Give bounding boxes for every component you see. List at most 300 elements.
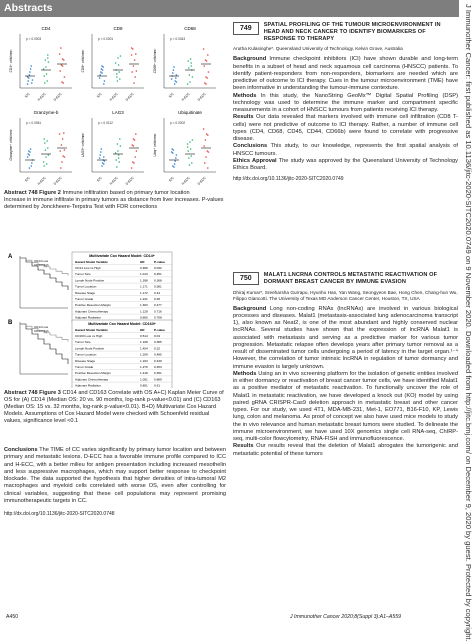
- x-tick-label: D-ECC: [124, 91, 135, 102]
- conclusions-head: Conclusions: [4, 447, 38, 453]
- figure-3: [6, 250, 224, 388]
- data-point: [27, 76, 29, 78]
- data-point: [118, 154, 120, 156]
- data-point: [190, 65, 192, 67]
- table-cell: Adjuvant Chemotherapy: [75, 377, 109, 382]
- table-cell: 1.398: [140, 278, 148, 283]
- table-cell: Tumor Location: [75, 284, 97, 289]
- table-cell: 0.48: [154, 297, 161, 301]
- methods-text: In this study, the NanoString GeoMx™ Digital Spatial Profiling (DSP) technology was used to determine the immune marker and compartment specific measurements in a cohort of HNSCC tumours from patients receiving ICI therapy.: [233, 92, 458, 114]
- x-tick-label: D-ECC: [196, 91, 207, 102]
- abstract-authors: Arutha Kulasinghe*. Queensland University of Technology, Kelvin Grove, Australia: [233, 46, 403, 52]
- data-point: [27, 153, 29, 155]
- data-point: [61, 144, 63, 146]
- data-point: [30, 65, 32, 67]
- data-point: [203, 145, 205, 147]
- data-point: [62, 58, 64, 60]
- y-axis-label: LAG3+ cells/mm²: [81, 132, 85, 158]
- data-point: [131, 47, 133, 49]
- data-point: [118, 161, 120, 163]
- table-cell: Adjuvant Radiation: [75, 315, 101, 320]
- table-cell: 1.303: [140, 303, 148, 308]
- figure-2: [6, 22, 224, 187]
- data-point: [43, 75, 45, 77]
- data-point: [133, 82, 135, 84]
- table-cell: 0.581: [154, 284, 162, 289]
- data-point: [29, 167, 31, 169]
- data-point: [62, 138, 64, 140]
- data-point: [176, 154, 178, 156]
- data-point: [172, 72, 174, 74]
- table-cell: 1.209: [140, 352, 148, 357]
- table-cell: 0.04: [154, 334, 161, 338]
- data-point: [30, 148, 32, 150]
- data-point: [115, 152, 117, 154]
- results-text: Our data revealed that markers involved with immune cell infiltration (CD8 T-cells) were not predictive of outcome to ICI therapy. Rather, a number of immune cell types (CD4, CD68, CD45, CD44, CD66b) were found to correlate with progressive disease.: [233, 114, 458, 143]
- data-point: [99, 154, 101, 156]
- data-point: [60, 167, 62, 169]
- ethics-head: Ethics Approval: [233, 157, 277, 164]
- table-cell: Positive Resection Margin: [75, 303, 111, 308]
- data-point: [203, 48, 205, 50]
- data-point: [27, 156, 29, 158]
- data-point: [44, 82, 46, 84]
- data-point: [27, 83, 29, 85]
- panel-label-b: B: [8, 320, 13, 326]
- data-point: [101, 165, 103, 167]
- data-point: [190, 62, 192, 64]
- table-cell: Disease Stage: [75, 358, 96, 363]
- data-point: [171, 78, 173, 80]
- data-point: [99, 157, 101, 159]
- data-point: [62, 155, 64, 157]
- data-point: [43, 68, 45, 70]
- table-cell: 0.368: [154, 278, 162, 283]
- table-cell: 0.61: [154, 383, 161, 388]
- table-cell: 1.418: [140, 371, 148, 376]
- data-point: [134, 59, 136, 61]
- data-point: [131, 144, 133, 146]
- data-point: [132, 161, 134, 163]
- km-legend-low: CD14 Low: [34, 325, 49, 329]
- data-point: [176, 74, 178, 76]
- panel-title: CD4: [41, 26, 51, 31]
- table-cell: Positive Resection Margin: [75, 371, 111, 376]
- abstract-749: [233, 22, 458, 184]
- x-tick-label: D-ECC: [124, 175, 135, 186]
- data-point: [134, 156, 136, 158]
- table-cell: CD14 Low vs High: [75, 266, 101, 270]
- methods-text: Using an in vivo screening platform for the isolation of genetic entities involved in either dormancy or reactivation of breast cancer tumor cells, we have identified Malat1 as a positive mediator of metastatic reactivation. To functionally uncover the role of Malat1 in metastatic reactivation, we have developed a knock out (KO) model by using paired gRNA CRISPR-Cas9 deletion approach in metastatic breast and other cancer types. For our study, we used 4T1, MDA-MB-231, Met-1, EO771, B16-F10, KP, Lewis lung, colon and melanoma. As proof of concept we also have used mice models to study the in vivo relevance and human metastatic breast tumors were studied. To delineate the immune microenvironment, we have used 10X genomics single cell RNA-seq, ChIRP-seq, multi-color flowcytometry, RNA-FISH and immunofluorescence.: [233, 370, 458, 443]
- x-tick-label: D-ECC: [52, 175, 63, 186]
- data-point: [118, 157, 120, 159]
- figure-2-caption: [4, 190, 226, 211]
- data-point: [100, 71, 102, 73]
- data-point: [131, 71, 133, 73]
- y-axis-label: Granzyme+ cells/mm²: [9, 129, 13, 161]
- table-cell: 0.385: [154, 340, 162, 345]
- data-point: [187, 83, 189, 85]
- data-point: [100, 151, 102, 153]
- data-point: [45, 156, 47, 158]
- figure-3-plots: [6, 250, 224, 388]
- y-axis-label: Ubiq+ cells/mm²: [153, 133, 157, 157]
- x-tick-label: ICC: [95, 175, 103, 183]
- table-cell: Tumor Size: [75, 340, 91, 345]
- data-point: [59, 70, 61, 72]
- data-point: [61, 161, 63, 163]
- x-tick-label: H-ECC: [180, 91, 191, 102]
- table-cell: 1.013: [140, 272, 148, 277]
- p-value-label: p < 0.0001: [98, 37, 114, 41]
- data-point: [192, 76, 194, 78]
- data-point: [44, 142, 46, 144]
- table-cell: 0.486: [140, 266, 148, 270]
- data-point: [188, 67, 190, 69]
- data-point: [29, 71, 31, 73]
- table-cell: 1.241: [140, 297, 148, 301]
- table-cell: 1.171: [140, 284, 148, 289]
- panel-title: LAG3: [112, 110, 124, 115]
- data-point: [48, 61, 50, 63]
- data-point: [133, 65, 135, 67]
- x-tick-label: H-ECC: [108, 175, 119, 186]
- data-point: [46, 73, 48, 75]
- data-point: [204, 82, 206, 84]
- data-point: [28, 150, 30, 152]
- table-cell: Lymph Node Positive: [75, 346, 105, 351]
- table-cell: 1.108: [140, 340, 148, 345]
- data-point: [61, 64, 63, 66]
- data-point: [116, 76, 118, 78]
- data-point: [206, 133, 208, 135]
- data-point: [131, 54, 133, 56]
- figure-2-text: Increase in immune infiltrate in primary tumors as distance from liver increases. P-values determined by Jonckheere-Terpstra Test with FDR corrections: [4, 197, 224, 210]
- data-point: [117, 80, 119, 82]
- table-cell: 0.485: [154, 352, 162, 357]
- data-point: [104, 80, 106, 82]
- col-header: P-value: [154, 328, 166, 332]
- data-point: [116, 73, 118, 75]
- ethics-text: The study was approved by the Queensland University of Technology Ethics Board.: [233, 157, 458, 172]
- section-title: Abstracts: [4, 2, 53, 14]
- table-cell: Tumor Location: [75, 352, 97, 357]
- abstract-number: 749: [233, 22, 259, 35]
- table-cell: 0.44: [154, 290, 161, 295]
- p-value-label: p = 0.0112: [98, 121, 113, 125]
- data-point: [189, 81, 191, 83]
- panel-title: Granzyme-b: [33, 110, 59, 115]
- table-cell: 1.163: [140, 358, 148, 363]
- km-legend-high: CD14 High: [34, 329, 49, 333]
- p-value-label: p = 0.0061: [26, 121, 42, 125]
- data-point: [47, 147, 49, 149]
- data-point: [46, 140, 48, 142]
- data-point: [43, 161, 45, 163]
- data-point: [103, 156, 105, 158]
- data-point: [190, 58, 192, 60]
- data-point: [136, 150, 138, 152]
- data-point: [63, 132, 65, 134]
- table-cell: 0.451: [154, 272, 162, 277]
- data-point: [133, 138, 135, 140]
- data-point: [173, 66, 175, 68]
- data-point: [46, 163, 48, 165]
- data-point: [190, 148, 192, 150]
- figure-3-text: CD14 and CD163 Correlate with OS A+C) Kaplan Meier Curve of OS for (A) CD14 (Median OS: 20 vs. 90 months, log-rank p-value<0.01) and (C) CD163 (Median OS: 15 vs. 32 months, log-rank p-value<0.01). B+D) Multivariate Cox Hazard Models. Assumptions of Cox Hazard Model were checked with Schoenfeld residual values, significance level <0.1: [4, 390, 224, 424]
- data-point: [174, 163, 176, 165]
- data-point: [119, 78, 121, 80]
- x-tick-label: ICC: [23, 175, 31, 183]
- data-point: [48, 154, 50, 156]
- abstract-number: 750: [233, 272, 259, 285]
- data-point: [60, 47, 62, 49]
- background-head: Background: [233, 305, 267, 312]
- x-tick-label: ICC: [167, 91, 175, 99]
- data-point: [136, 70, 138, 72]
- data-point: [29, 74, 31, 76]
- km-legend-high: CD14 High: [34, 263, 49, 267]
- conclusions-text: This study, to our knowledge, represents the first spatial analysis of HNSCC tumours.: [233, 143, 458, 157]
- data-point: [206, 150, 208, 152]
- data-point: [59, 53, 61, 55]
- figure-2-title: Immune infiltration based on primary tumor location: [62, 190, 190, 196]
- data-point: [135, 133, 137, 135]
- data-point: [45, 66, 47, 68]
- col-header: Hazard Model Variable: [75, 260, 108, 264]
- data-point: [64, 149, 66, 151]
- data-point: [32, 79, 34, 81]
- table-cell: 0.889: [154, 377, 162, 382]
- data-point: [45, 59, 47, 61]
- data-point: [43, 138, 45, 140]
- panel-label-a: A: [8, 254, 13, 260]
- data-point: [187, 150, 189, 152]
- table-cell: 0.801: [140, 383, 148, 388]
- data-point: [134, 76, 136, 78]
- conclusions-text: The TIME of CC varies significantly by primary tumor location and between primary and metastatic lesions. D-ECC has a favorable immune profile compared to ICC and H-ECC, with a better milieu for antigen presentation including increased mesothelin and less suppressive macrophages, which may support better response to checkpoint blockade. The data supported the hypothesis that higher densities of intra-tumoral M2 macrophages and myeloid cells correlated with worse OS, even after controlling for clinical variables, suggesting that these cell populations may represent promising immunotherapeutic targets in CC.: [4, 447, 226, 505]
- abstract-authors: Dhiraj Kumar*, Sreeharsha Gurrapu, Hyunho Han, Yan Wang, Seongyeon Bae, Hong Chen, Chang-hun Wu, Filippo Giancotti. The University of Texas MD Anderson Cancer Center, Houston, TX, USA: [233, 289, 458, 301]
- panel-title: CD8: [113, 26, 123, 31]
- data-point: [172, 165, 174, 167]
- data-point: [64, 76, 66, 78]
- x-tick-label: H-ECC: [36, 175, 47, 186]
- y-axis-label: CD8+ cells/mm²: [81, 49, 85, 73]
- data-point: [59, 150, 61, 152]
- table-cell: Tumor Grade: [75, 297, 94, 301]
- table-cell: 1.051: [140, 377, 148, 382]
- results-text: Our results reveal that the deletion of Malat1 abrogates the tumorigenic and metastatic potential of these tumors: [233, 443, 458, 457]
- y-axis-label: CD4+ cells/mm²: [9, 49, 13, 73]
- col-header: Hazard Model Variable: [75, 328, 108, 332]
- data-point: [208, 71, 210, 73]
- table-cell: Tumor Size: [75, 272, 91, 277]
- table-cell: Adjuvant Chemotherapy: [75, 309, 109, 314]
- x-tick-label: D-ECC: [52, 91, 63, 102]
- table-cell: 0.514: [140, 334, 148, 338]
- panel-title: Ubiquitinate: [178, 110, 202, 115]
- data-point: [205, 156, 207, 158]
- data-point: [187, 60, 189, 62]
- copyright-sidebar: [461, 4, 473, 642]
- table-cell: 0.453: [154, 365, 162, 369]
- data-point: [101, 148, 103, 150]
- table-cell: 0.477: [154, 303, 162, 308]
- data-point: [205, 76, 207, 78]
- data-point: [171, 151, 173, 153]
- data-point: [191, 162, 193, 164]
- data-point: [207, 54, 209, 56]
- table-cell: 1.276: [140, 365, 148, 369]
- data-point: [103, 83, 105, 85]
- data-point: [187, 146, 189, 148]
- figure-2-label: Abstract 748 Figure 2: [4, 190, 61, 196]
- data-point: [203, 128, 205, 130]
- p-value-label: p = 0.0002: [170, 121, 186, 125]
- results-head: Results: [233, 114, 254, 121]
- data-point: [102, 162, 104, 164]
- x-tick-label: D-ECC: [196, 175, 207, 186]
- x-tick-label: H-ECC: [180, 175, 191, 186]
- data-point: [47, 57, 49, 59]
- col-header: HR: [140, 260, 145, 264]
- abstract-title: MALAT1 LNCRNA CONTROLS METASTATIC REACTIVATION OF DORMANT BREAST CANCER BY IMMUNE EVASION: [263, 272, 438, 285]
- table-cell: 0.439: [154, 358, 162, 363]
- data-point: [30, 165, 32, 167]
- background-text: Long non-coding RNAs (lncRNAs) are involved in various biological processes and diseases. Malat1 (metastasis-associated lung adenocarcinoma transcript 1), also known as Neat2, is one of the most abundant and highly conserved nuclear lncRNAs. Several studies have shown that the expression of lncRNA Malat1 is associated with metastasis and serving as a predictive marker for various tumor progression. Metastatic relapse often develops years after primary tumor removal as a result of disseminated tumor cells undergoing a period of latency in the target organ.¹⁻⁴ However, the correlation of tumor intrinsic lncRNA in regulation of tumor dormancy and immune evasion is largely unknown.: [233, 305, 458, 370]
- figure-3-label: Abstract 748 Figure 3: [4, 390, 61, 396]
- methods-head: Methods: [233, 92, 257, 99]
- figure-2-plots: [6, 22, 224, 187]
- abstract-750: [233, 272, 458, 458]
- cox-table-title: Multivariate Cox Hazard Model: CD14+: [89, 254, 155, 258]
- table-cell: Tumor Grade: [75, 365, 94, 369]
- background-head: Background: [233, 56, 267, 63]
- data-point: [135, 53, 137, 55]
- data-point: [174, 160, 176, 162]
- table-cell: 0.32: [154, 346, 161, 351]
- data-point: [118, 71, 120, 73]
- data-point: [171, 148, 173, 150]
- data-point: [190, 155, 192, 157]
- data-point: [119, 138, 121, 140]
- data-point: [117, 57, 119, 59]
- col-header: HR: [140, 328, 145, 332]
- data-point: [30, 68, 32, 70]
- x-tick-label: ICC: [95, 91, 103, 99]
- data-point: [175, 157, 177, 159]
- results-head: Results: [233, 443, 254, 450]
- data-point: [207, 167, 209, 169]
- cox-table-title: Multivariate Cox Hazard Model: CD163+: [88, 322, 156, 326]
- table-cell: CD163 Low vs High: [75, 334, 103, 338]
- table-cell: Adjuvant Radiation: [75, 383, 101, 388]
- figure-3-caption: [4, 390, 226, 425]
- data-point: [174, 80, 176, 82]
- data-point: [99, 74, 101, 76]
- data-point: [187, 143, 189, 145]
- data-point: [118, 64, 120, 66]
- data-point: [117, 143, 119, 145]
- table-cell: 1.454: [140, 346, 148, 351]
- data-point: [203, 65, 205, 67]
- data-point: [47, 54, 49, 56]
- data-point: [61, 81, 63, 83]
- table-cell: 0.865: [140, 315, 148, 320]
- data-point: [31, 82, 33, 84]
- x-tick-label: H-ECC: [108, 91, 119, 102]
- data-point: [45, 149, 47, 151]
- background-text: Immune checkpoint inhibitors (ICI) have shown durable and long-term benefits in a subset of head and neck squamous cell carcinoma (HNSCC) patients. To identify patient-responders from non-responders, biomarkers are needed which are predictive of outcome to ICI therapy. Cues in the tumour microenvironment (TME) have been informative in understanding the tumour-immune contexture.: [233, 56, 458, 92]
- x-tick-label: ICC: [23, 91, 31, 99]
- data-point: [59, 133, 61, 135]
- data-point: [205, 59, 207, 61]
- data-point: [189, 141, 191, 143]
- table-cell: Disease Stage: [75, 290, 96, 295]
- table-cell: 0.716: [154, 309, 162, 314]
- data-point: [27, 80, 29, 82]
- col-header: P-value: [154, 260, 166, 264]
- sidebar-text: J Immunother Cancer: first published as 10.1136/jitc-2020-SITC2020.0749 on 9 November 2020. Downloaded from http://jitc.bmj.com/ on December 9, 2020 by guest. Protected by copyright.: [464, 4, 473, 642]
- table-cell: 0.032: [154, 266, 162, 270]
- data-point: [174, 83, 176, 85]
- data-point: [116, 166, 118, 168]
- table-cell: 1.128: [140, 309, 148, 314]
- data-point: [115, 62, 117, 64]
- data-point: [205, 139, 207, 141]
- journal-citation: J Immunother Cancer 2020;8(Suppl 3):A1–A559: [290, 614, 402, 620]
- data-point: [189, 164, 191, 166]
- panel-title: CD68: [184, 26, 196, 31]
- data-point: [204, 162, 206, 164]
- table-cell: 0.708: [154, 315, 162, 320]
- section-header-bar: [0, 0, 459, 17]
- left-doi[interactable]: http://dx.doi.org/10.1136/jitc-2020-SITC2020.0748: [4, 511, 115, 518]
- conclusions-head: Conclusions: [233, 143, 268, 150]
- data-point: [131, 167, 133, 169]
- data-point: [46, 80, 48, 82]
- data-point: [120, 55, 122, 57]
- data-point: [175, 77, 177, 79]
- left-conclusions: [4, 447, 226, 519]
- data-point: [101, 65, 103, 67]
- data-point: [101, 68, 103, 70]
- abstract-title: SPATIAL PROFILING OF THE TUMOUR MICROENVIRONMENT IN HEAD AND NECK CANCER TO IDENTIFY BIOMARKERS OF RESPONSE TO THERAPY: [263, 22, 441, 42]
- doi-link[interactable]: http://dx.doi.org/10.1136/jitc-2020-SITC2020.0749: [233, 176, 344, 183]
- x-tick-label: ICC: [167, 175, 175, 183]
- data-point: [192, 139, 194, 141]
- data-point: [189, 74, 191, 76]
- km-legend-low: CD14 Low: [34, 259, 49, 263]
- data-point: [31, 162, 33, 164]
- page-number: A450: [6, 614, 19, 620]
- data-point: [188, 157, 190, 159]
- data-point: [173, 69, 175, 71]
- data-point: [115, 159, 117, 161]
- table-cell: 0.351: [154, 371, 162, 376]
- data-point: [99, 77, 101, 79]
- y-axis-label: CD68+ cells/mm²: [153, 48, 157, 74]
- p-value-label: p = 0.0043: [170, 37, 186, 41]
- table-cell: Lymph Node Positive: [75, 278, 105, 283]
- data-point: [120, 145, 122, 147]
- methods-head: Methods: [233, 370, 257, 377]
- data-point: [43, 165, 45, 167]
- x-tick-label: H-ECC: [36, 91, 47, 102]
- data-point: [117, 150, 119, 152]
- p-value-label: p = 0.0003: [26, 37, 42, 41]
- table-cell: 1.172: [140, 290, 148, 295]
